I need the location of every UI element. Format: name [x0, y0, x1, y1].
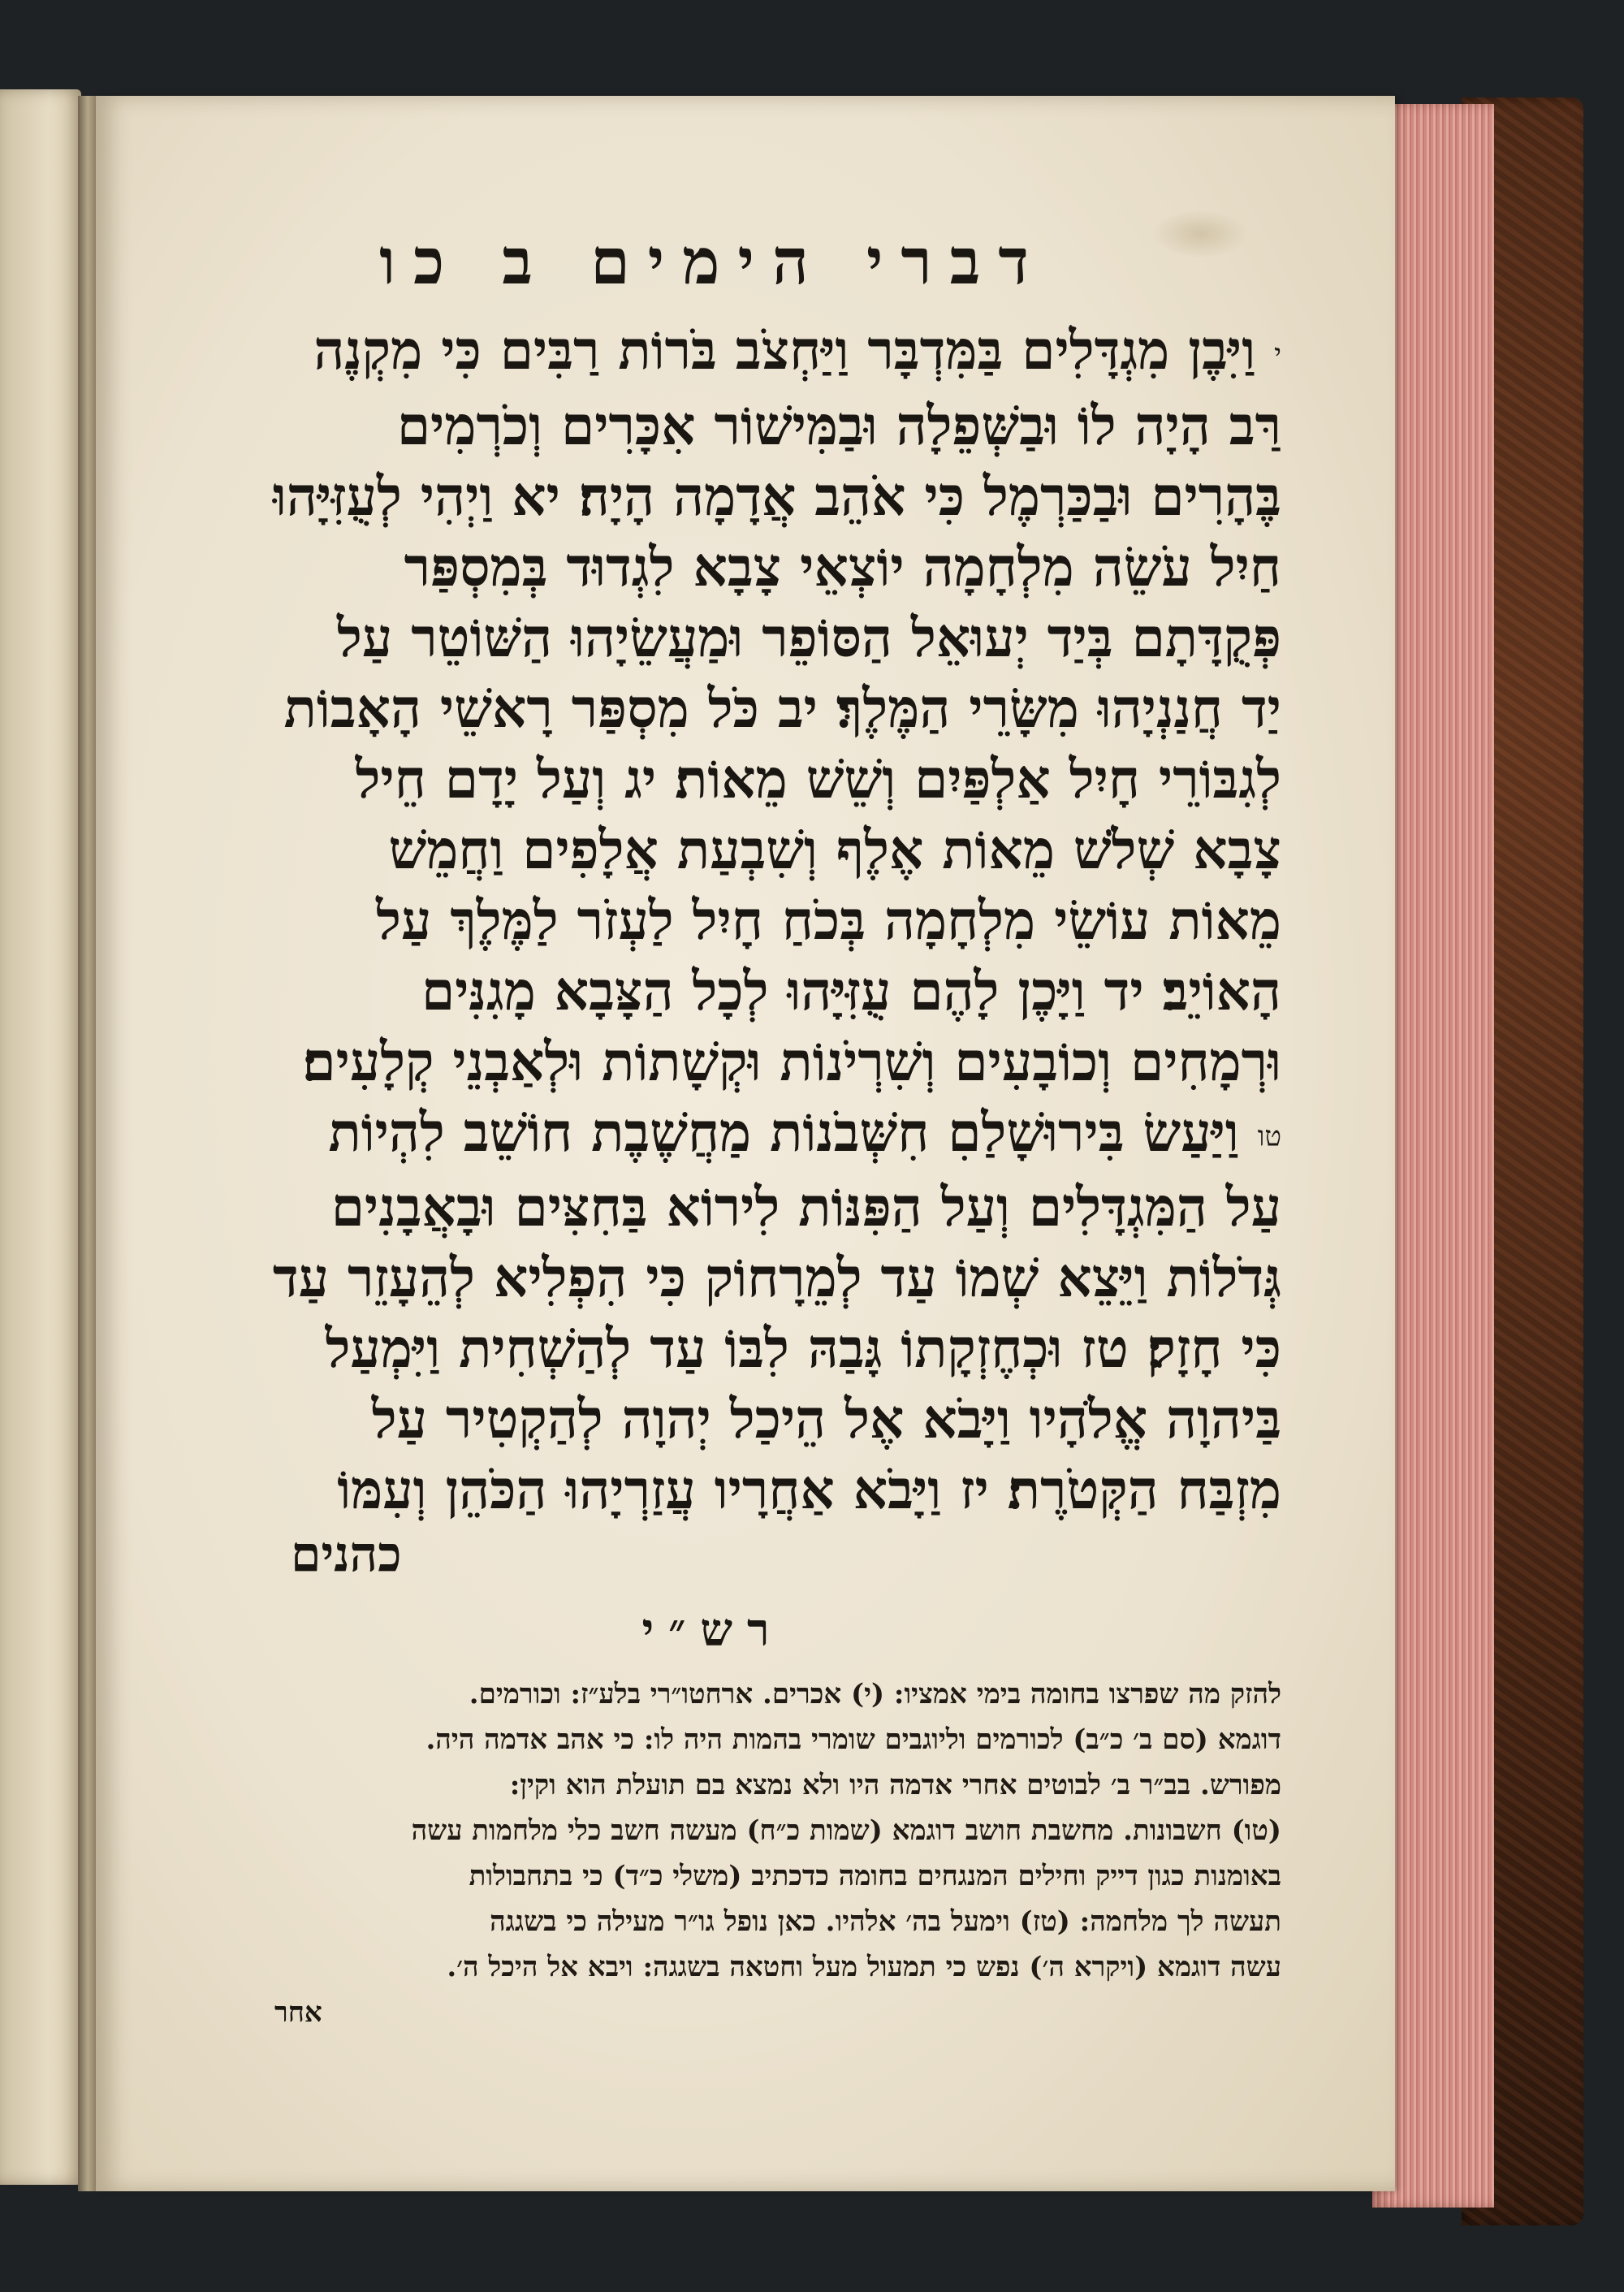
left-page-edge — [0, 89, 81, 2185]
line-text: בַּיהוָה אֱלֹהָיו וַיָּבֹא אֶל הֵיכַל יְהוָה לְהַקְטִיר עַל — [371, 1387, 1281, 1451]
text-line — [145, 1384, 1281, 1455]
line-text: בֶּהָרִים וּבַכַּרְמֶל כִּי אֹהֵב אֲדָמָה הָיָה׃ יא וַיְהִי לְעֻזִּיָּהוּ — [273, 464, 1281, 528]
line-text: וּרְמָחִים וְכוֹבָעִים וְשִׁרְיֹנוֹת וּקְשָׁתוֹת וּלְאַבְנֵי קְלָעִים׃ — [302, 1029, 1281, 1093]
rashi-commentary — [145, 1671, 1281, 1990]
text-line — [145, 744, 1281, 815]
rashi-line: באומנות כגון דייק וחילים המנגחים בחומה כדכתיב (משלי כ״ד) כי בתחבולות — [469, 1860, 1281, 1892]
body-catchword: כהנים — [291, 1526, 402, 1583]
rashi-line: מפורש. בב״ר ב׳ לבוטים אחרי אדמה היו ולא נמצא בם תועלת הוא וקין: — [509, 1769, 1281, 1801]
line-text: הָאוֹיֵב׃ יד וַיָּכֶן לָהֶם עֻזִּיָּהוּ לְכָל הַצָּבָא מָגִנִּים — [421, 958, 1281, 1023]
line-text: מִזְבַּח הַקְּטֹרֶת׃ יז וַיָּבֹא אַחֲרָיו עֲזַרְיָהוּ הַכֹּהֵן וְעִמּוֹ — [337, 1458, 1281, 1521]
rashi-catchword: אחר — [274, 1996, 322, 2029]
line-text: עַל הַמִּגְדָּלִים וְעַל הַפִּנּוֹת לִירוֹא בַּחִצִּים וּבָאֲבָנִים — [330, 1175, 1281, 1239]
text-line — [145, 815, 1281, 885]
line-text: חַיִל עֹשֵׂה מִלְחָמָה יוֹצְאֵי צָבָא לִגְדוּד בְּמִסְפַּר — [404, 534, 1281, 599]
text-line — [145, 1027, 1281, 1097]
rashi-line: (טו) חשבונות. מחשבת חושב דוגמא (שמות כ״ח) מעשה חשב כלי מלחמות עשה — [411, 1814, 1281, 1847]
line-text: גְּדֹלוֹת וַיֵּצֵא שְׁמוֹ עַד לְמֵרָחוֹק כִּי הִפְלִיא לְהֵעָזֵר עַד — [272, 1246, 1281, 1309]
text-line — [145, 956, 1281, 1027]
line-text: פְּקֻדָּתָם בְּיַד יְעוּאֵל הַסּוֹפֵר וּמַעֲשֵׂיָהוּ הַשּׁוֹטֵר עַל — [337, 605, 1281, 669]
running-header: דברי הימים ב כו — [379, 225, 1047, 299]
rashi-line: דוגמא (סם ב׳ כ״ב) לכורמים וליוגבים שומרי בהמות היה לו: כי אהב אדמה היה. — [425, 1723, 1281, 1756]
line-text: כִּי חָזָק׃ טז וּכְחֶזְקָתוֹ גָּבַהּ לִבּוֹ עַד לְהַשְׁחִית וַיִּמְעַל — [325, 1317, 1281, 1380]
main-text — [145, 315, 1281, 1525]
line-text: וַיִּבֶן מִגְדָּלִים בַּמִּדְבָּר וַיַּחְצֹב בֹּרוֹת רַבִּים כִּי מִקְנֶה — [313, 318, 1256, 382]
line-text: צָבָא שְׁלֹשׁ מֵאוֹת אֶלֶף וְשִׁבְעַת אֲלָפִים וַחֲמֵשׁ — [388, 817, 1281, 881]
verse-number: טו — [1257, 1120, 1281, 1152]
page-content — [145, 218, 1281, 2035]
verse-number: י — [1274, 338, 1281, 371]
text-line — [145, 391, 1281, 461]
text-line — [145, 1455, 1281, 1525]
text-line — [145, 885, 1281, 956]
text-line — [145, 1313, 1281, 1384]
binding-gutter — [78, 96, 97, 2191]
rashi-line: להזק מה שפרצו בחומה בימי אמציו: (י) אכרים. ארחטו״רי בלע״ז: וכורמים. — [469, 1678, 1281, 1710]
text-line — [145, 1097, 1281, 1173]
text-line — [145, 315, 1281, 391]
text-line — [145, 532, 1281, 603]
text-line — [145, 603, 1281, 673]
text-line — [145, 1172, 1281, 1243]
line-text: מֵאוֹת עוֹשֵׂי מִלְחָמָה בְּכֹחַ חָיִל לַעְזֹר לַמֶּלֶךְ עַל — [376, 888, 1281, 952]
line-text: וַיַּעַשׂ בִּירוּשָׁלַםִ חִשְּׁבֹנוֹת מַחֲשֶׁבֶת חוֹשֵׁב לִהְיוֹת — [328, 1100, 1239, 1164]
text-line — [145, 1243, 1281, 1313]
text-line — [145, 673, 1281, 744]
rashi-title: רש״י — [641, 1603, 784, 1657]
line-text: רַּב הָיָה לוֹ וּבַשְּׁפֵלָה וּבַמִּישׁוֹר אִכָּרִים וְכֹרְמִים — [396, 393, 1281, 457]
line-text: לְגִבּוֹרֵי חָיִל אַלְפַּיִם וְשֵׁשׁ מֵאוֹת׃ יג וְעַל יָדָם חֵיל — [355, 746, 1281, 811]
book-page — [96, 96, 1395, 2191]
rashi-line: תעשה לך מלחמה: (טז) וימעל בה׳ אלהיו. כאן נופל גו״ר מעילה כי בשגגה — [490, 1905, 1281, 1938]
line-text: יַד חֲנַנְיָהוּ מִשָּׂרֵי הַמֶּלֶךְ׃ יב כֹּל מִסְפַּר רָאשֵׁי הָאָבוֹת — [283, 676, 1281, 740]
rashi-line: עשה דוגמא (ויקרא ה׳) נפש כי תמעול מעל וחטאה בשגגה: ויבא אל היכל ה׳. — [447, 1951, 1281, 1983]
text-line — [145, 461, 1281, 532]
